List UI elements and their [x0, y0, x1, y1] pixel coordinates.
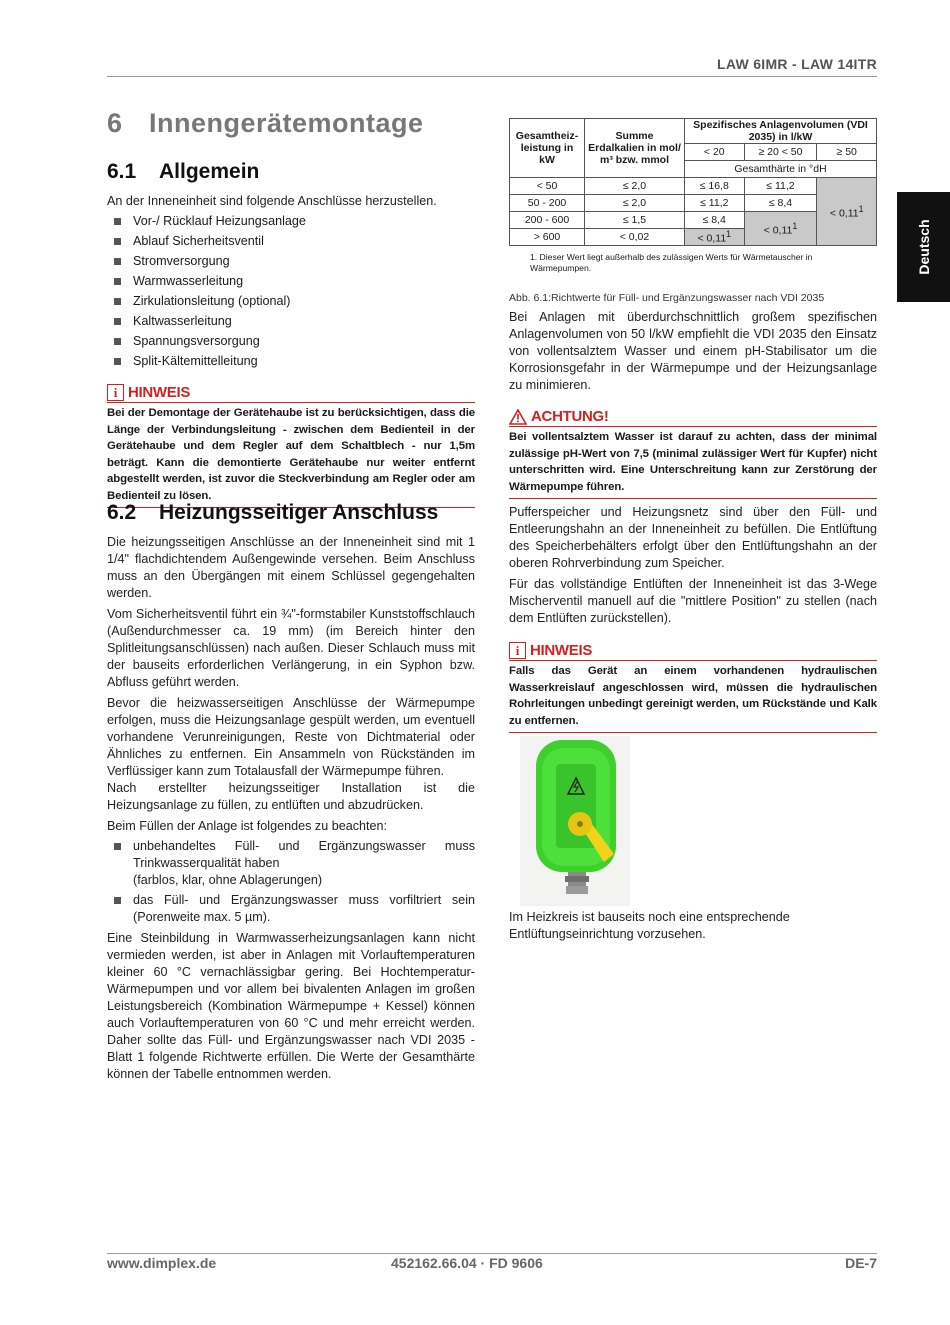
notice-box-1 [107, 384, 475, 508]
language-tab [897, 192, 950, 302]
notice-label: HINWEIS [128, 384, 191, 401]
list-item: Spannungsversorgung [107, 333, 475, 350]
cell-value: < 0,11 [829, 207, 859, 220]
table-cell: ≤ 1,5 [585, 212, 685, 229]
table-cell: ≤ 16,8 [685, 178, 745, 195]
valve-actuator-photo [520, 736, 630, 906]
paragraph: Die heizungsseitigen Anschlüsse an der Inneneinheit sind mit 1 1/4" flachdichtendem Außengewinde versehen. Beim Anschluss muss an den Übergängen mit einem Schlüssel gegengehalten werden. [107, 535, 475, 600]
table-cell: 50 - 200 [510, 195, 585, 212]
s61-intro: An der Inneneinheit sind folgende Anschlüsse herzustellen. [107, 194, 437, 208]
list-item: Split-Kältemittelleitung [107, 353, 475, 370]
chapter-title: Innengerätemontage [149, 108, 424, 138]
table-cell: ≤ 8,4 [744, 195, 817, 212]
table-cell-low [744, 212, 817, 246]
cell-value: < 0,11 [763, 224, 793, 237]
s62-text [107, 534, 475, 1083]
table-cell: ≤ 2,0 [585, 195, 685, 212]
table-cell: < 50 [510, 178, 585, 195]
chapter-number: 6 [107, 108, 123, 138]
warning-icon [509, 409, 527, 425]
section-6-2-heading [107, 501, 438, 525]
water-guideline-table [509, 118, 877, 246]
warning-label: ACHTUNG! [531, 408, 609, 425]
footnote-ref: 1 [792, 220, 798, 231]
table-cell: > 600 [510, 229, 585, 246]
section-6-2-number: 6.2 [107, 501, 137, 524]
table-cell: ≤ 11,2 [744, 178, 817, 195]
list-item: Kaltwasserleitung [107, 313, 475, 330]
notice-header [107, 384, 475, 403]
paragraph: Nach erstellter heizungsseitiger Installation ist die Heizungsanlage zu füllen, zu entlüften und abzudrücken. [107, 781, 475, 812]
section-6-1-number: 6.1 [107, 160, 137, 183]
filling-list [107, 838, 475, 926]
list-item: Ablauf Sicherheitsventil [107, 233, 475, 250]
table-footnote: 1. Dieser Wert liegt außerhalb des zulässigen Werts für Wärmetauscher in Wärmepumpen. [530, 252, 813, 273]
paragraph: Vom Sicherheitsventil führt ein ¾"-formstabiler Kunststoffschlauch (Außendurchmesser ca. 19 mm) (im Bereich hinter den Splitleitungsanschlüssen) nach außen. Dieser Schlauch muss mit der bauseits erforderlichen Verlängerung, in ein Syphon bzw. Abfluss geführt werden. [107, 607, 475, 689]
col-header-power: Gesamtheiz-leistung in kW [510, 119, 585, 178]
footnote-ref: 1 [858, 203, 864, 214]
list-item [107, 838, 475, 889]
right-paragraph-1: Bei Anlagen mit überdurchschnittlich großem spezifischen Anlagenvolumen von 50 l/kW empfiehlt die VDI 2035 den Einsatz von vollentsalztem Wasser und einem pH-Stabilisator um die Korrosionsgefahr in der Wärmepumpe und der Heizungsanlage zu minimieren. [509, 310, 877, 392]
footnote-ref: 1 [726, 229, 732, 240]
footer-website-link[interactable]: www.dimplex.de [107, 1255, 217, 1271]
header-divider [107, 76, 877, 77]
list-item-text: unbehandeltes Füll- und Ergänzungswasser muss Trinkwasserqualität haben [133, 839, 475, 870]
col-header-volume: Spezifisches Anlagenvolumen (VDI 2035) in l/kW [685, 119, 877, 144]
right-paragraph-4: Im Heizkreis ist bauseits noch eine entsprechende Entlüftungseinrichtung vorzusehen. [509, 910, 790, 941]
list-item: das Füll- und Ergänzungswasser muss vorfiltriert sein (Porenweite max. 5 µm). [107, 892, 475, 926]
table-cell: 200 - 600 [510, 212, 585, 229]
table-cell-low [817, 178, 877, 246]
footer-page-number: DE-7 [845, 1255, 877, 1271]
connection-list [107, 213, 475, 373]
col-header-v1: < 20 [685, 144, 745, 161]
warning-box [509, 408, 877, 499]
table-cell: < 0,02 [585, 229, 685, 246]
col-header-hardness: Gesamthärte in °dH [685, 161, 877, 178]
list-item: Warmwasserleitung [107, 273, 475, 290]
notice-box-2 [509, 642, 877, 733]
notice-text: Falls das Gerät an einem vorhandenen hydraulischen Wasserkreislauf angeschlossen wird, müssen die hydraulischen Rohrleitungen unbedingt gereinigt werden, um Rückstände und Kalk zu entfernen. [509, 661, 877, 733]
col-header-v2: ≥ 20 < 50 [744, 144, 817, 161]
language-tab-label: Deutsch [915, 219, 932, 275]
info-icon: i [509, 642, 526, 659]
col-header-alkali: Summe Erdalkalien in mol/ m³ bzw. mmol [585, 119, 685, 178]
right-paragraph-2: Pufferspeicher und Heizungsnetz sind über den Füll- und Entleerungshahn an der Inneneinheit zu befüllen. Die Entlüftung des Speicherbehälters erfolgt über den Entlüftungshahn an der oberen Rohrverbindung zum Speicher. [509, 505, 877, 570]
info-icon: i [107, 384, 124, 401]
valve-actuator-illustration [520, 736, 630, 906]
footer-divider [107, 1253, 877, 1254]
notice-label: HINWEIS [530, 642, 593, 659]
table-row [510, 178, 877, 195]
footer-doc-number: 452162.66.04 · FD 9606 [391, 1255, 543, 1271]
list-item: Zirkulationsleitung (optional) [107, 293, 475, 310]
right-paragraph-3: Für das vollständige Entlüften der Inneneinheit ist das 3-Wege Mischerventil manuell auf die "mittlere Position" zu stellen (nach dem Entlüften zurückstellen). [509, 577, 877, 625]
notice-text: Bei der Demontage der Gerätehaube ist zu berücksichtigen, dass die Länge der Verbindungsleitung - zwischen dem Bedienteil in der Gerätehaube und dem Regler auf dem Schaltblech - nur 1,5m beträgt. Kann die demontierte Gerätehaube nur weiter entfernt abgestellt werden, ist zuvor die Steckverbindung am Regler oder am Bedienteil zu lösen. [107, 403, 475, 508]
col-header-v3: ≥ 50 [817, 144, 877, 161]
paragraph: Bevor die heizwasserseitigen Anschlüsse der Wärmepumpe erfolgen, muss die Heizungsanlage gespült werden, um eventuell vorhandene Verunreinigungen, Reste von Dichtmaterial oder Ähnliches zu entfernen. Ein Ansammeln von Rückständen im Verflüssiger kann zum Totalausfall der Wärmepumpe führen. [107, 696, 475, 778]
notice-header [509, 642, 877, 661]
section-6-1-heading [107, 160, 259, 184]
list-item: Vor-/ Rücklauf Heizungsanlage [107, 213, 475, 230]
table-cell: ≤ 8,4 [685, 212, 745, 229]
section-6-2-title: Heizungsseitiger Anschluss [159, 501, 439, 524]
warning-header [509, 408, 877, 427]
chapter-heading [107, 108, 424, 139]
cell-value: < 0,11 [697, 232, 727, 245]
table-cell-low [685, 229, 745, 246]
table-cell: ≤ 2,0 [585, 178, 685, 195]
warning-text: Bei vollentsalztem Wasser ist darauf zu achten, dass der minimal zulässige pH-Wert von 7,5 (minimal zulässiger Wert für Kupfer) nicht unterschritten wird. Eine Unterschreitung kann zur Zerstörung der Wärmepumpe führen. [509, 427, 877, 499]
header-title: LAW 6IMR - LAW 14ITR [717, 56, 877, 72]
paragraph: Beim Füllen der Anlage ist folgendes zu beachten: [107, 819, 388, 833]
list-item: Stromversorgung [107, 253, 475, 270]
list-item-subtext: (farblos, klar, ohne Ablagerungen) [133, 873, 323, 887]
table-cell: ≤ 11,2 [685, 195, 745, 212]
paragraph: Eine Steinbildung in Warmwasserheizungsanlagen kann nicht vermieden werden, ist aber in Anlagen mit Vorlauftemperaturen kleiner 60 °C vernachlässigbar gering. Bei Hochtemperatur-Wärmepumpen und vor allem bei bivalenten Anlagen im großen Leistungsbereich (Kombination Wärmepumpe + Kessel) können auch Vorlauftemperaturen von 60 °C und mehr erreicht werden. Daher sollte das Füll- und Ergänzungswasser nach VDI 2035 - Blatt 1 folgende Richtwerte erfüllen. Die Werte der Gesamthärte können der Tabelle entnommen werden. [107, 931, 475, 1081]
section-6-1-title: Allgemein [159, 160, 260, 183]
figure-caption: Abb. 6.1:Richtwerte für Füll- und Ergänzungswasser nach VDI 2035 [509, 292, 825, 304]
